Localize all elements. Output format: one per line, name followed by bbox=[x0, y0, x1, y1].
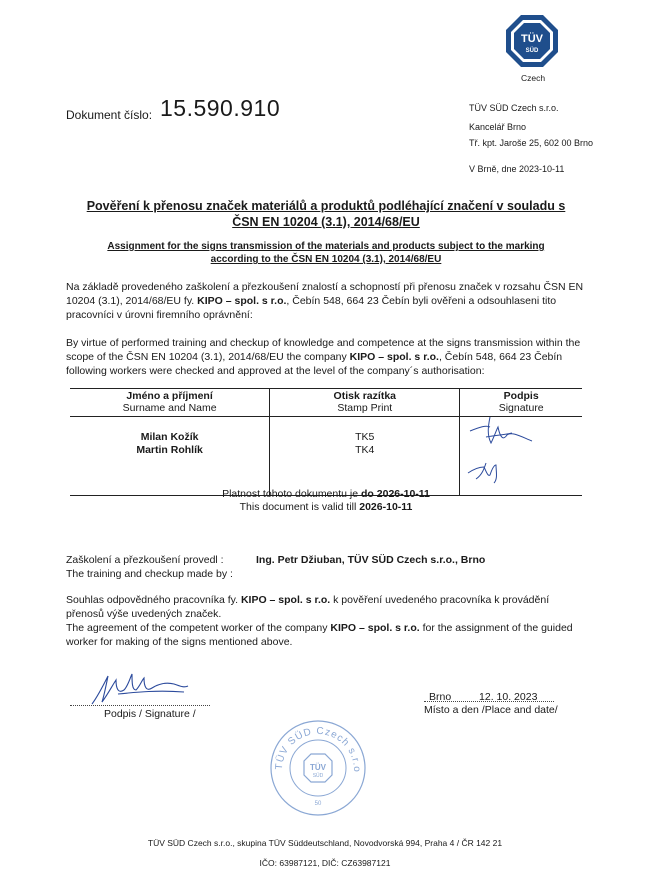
title-english bbox=[66, 240, 586, 266]
header-signature-en: Signature bbox=[498, 402, 544, 414]
workers-table bbox=[70, 388, 582, 496]
issue-date: V Brně, dne 2023-10-11 bbox=[469, 164, 565, 174]
intro-english-company: KIPO – spol. s r.o. bbox=[349, 351, 439, 363]
trainer-label-english: The training and checkup made by : bbox=[66, 568, 233, 580]
consent-czech-text-end: k pověření uvedeného pracovníka k provádění přenosů výše uvedených značek. bbox=[66, 594, 550, 620]
consent-english-company: KIPO – spol. s r.o. bbox=[330, 622, 420, 634]
stamp-ring-text: TÜV SÜD Czech s.r.o bbox=[273, 725, 363, 773]
header-stamp bbox=[270, 389, 460, 417]
intro-czech bbox=[66, 280, 586, 322]
trainer-label-czech: Zaškolení a přezkoušení provedl : bbox=[66, 554, 224, 566]
stamp-sub: SÜD bbox=[312, 773, 324, 779]
tuv-sud-logo bbox=[505, 14, 559, 68]
signature-line bbox=[70, 705, 210, 706]
validity-czech-date: do 2026-10-11 bbox=[361, 488, 430, 500]
header-signature-cz: Podpis bbox=[503, 390, 539, 402]
worker-stamps bbox=[270, 417, 460, 496]
consent-english-text: The agreement of the competent worker of the company bbox=[66, 622, 331, 634]
consent-english bbox=[66, 621, 586, 649]
place-city: Brno bbox=[429, 691, 452, 703]
stamp-mark: TÜV bbox=[310, 763, 326, 772]
company-round-stamp bbox=[268, 718, 368, 823]
intro-english-text: By virtue of performed training and checkup of knowledge and competence at the signs transmission within the scope of the ČSN EN 10204 (3.1), 2014/68/EU the company bbox=[66, 337, 581, 363]
title-czech-line2: ČSN EN 10204 (3.1), 2014/68/EU bbox=[232, 215, 420, 229]
header-name bbox=[70, 389, 270, 417]
validity-english-text: This document is valid till bbox=[239, 501, 360, 513]
consent-english-text-end: for the assignment of the guided worker for making of the signs mentioned above. bbox=[66, 622, 573, 648]
worker-signatures bbox=[460, 417, 582, 496]
place-date-line bbox=[424, 701, 554, 702]
header-name-en: Surname and Name bbox=[122, 402, 217, 414]
issuer-company: TÜV SÜD Czech s.r.o. bbox=[469, 103, 559, 113]
stamp-number: 50 bbox=[314, 801, 322, 807]
title-czech-line1: Pověření k přenosu značek materiálů a produktů podléhající značení v souladu s bbox=[86, 199, 566, 213]
consent-czech-text: Souhlas odpovědného pracovníka fy. bbox=[66, 594, 241, 606]
intro-czech-text-end: , Čebín 548, 664 23 Čebín byli ověřeni a odsouhlaseni tito pracovníci v úrovni firemního oprávnění: bbox=[66, 295, 557, 321]
worker-name: Martin Rohlík bbox=[136, 444, 203, 456]
worker-stamp: TK5 bbox=[355, 431, 375, 443]
title-czech bbox=[66, 198, 586, 230]
logo-sub: SÜD bbox=[525, 48, 539, 54]
consent-czech bbox=[66, 593, 586, 621]
header-stamp-en: Stamp Print bbox=[337, 402, 393, 414]
validity-english-date: 2026-10-11 bbox=[359, 501, 413, 513]
trainer-name: Ing. Petr Džiuban, TÜV SÜD Czech s.r.o., Brno bbox=[256, 554, 486, 566]
worker-name: Milan Kožík bbox=[140, 431, 199, 443]
title-english-line2: according to the ČSN EN 10204 (3.1), 2014/68/EU bbox=[210, 254, 442, 265]
intro-english bbox=[66, 336, 586, 378]
responsible-signature bbox=[88, 668, 198, 713]
validity-czech bbox=[66, 488, 586, 501]
worker-stamp: TK4 bbox=[355, 444, 375, 456]
signature-label: Podpis / Signature / bbox=[104, 708, 196, 720]
logo-caption: Czech bbox=[520, 73, 546, 83]
intro-czech-company: KIPO – spol. s r.o. bbox=[197, 295, 287, 307]
footer-ids: IČO: 63987121, DIČ: CZ63987121 bbox=[259, 858, 391, 868]
issuer-office: Kancelář Brno bbox=[469, 122, 527, 132]
worker-names bbox=[70, 417, 270, 496]
worker-signature-scribbles bbox=[460, 413, 580, 489]
document-number-label: Dokument číslo: bbox=[66, 108, 153, 122]
validity-czech-text: Platnost tohoto dokumentu je bbox=[222, 488, 362, 500]
document-number: 15.590.910 bbox=[160, 95, 281, 121]
issuer-street: Tř. kpt. Jaroše 25, 602 00 Brno bbox=[469, 138, 594, 148]
header-stamp-cz: Otisk razítka bbox=[333, 390, 396, 402]
table-row bbox=[70, 417, 582, 496]
header-name-cz: Jméno a příjmení bbox=[126, 390, 213, 402]
title-english-line1: Assignment for the signs transmission of the materials and products subject to the marking bbox=[107, 241, 545, 252]
footer-address: TÜV SÜD Czech s.r.o., skupina TÜV Süddeutschland, Novodvorská 994, Praha 4 / ČR 142 21 bbox=[147, 838, 503, 848]
intro-czech-text: Na základě provedeného zaškolení a přezkoušení znalostí a schopností při přenosu značek v rozsahu ČSN EN 10204 (3.1), 2014/68/EU fy. bbox=[66, 281, 584, 307]
intro-english-text-end: , Čebín 548, 664 23 Čebín following workers were checked and approved at the level of the company´s authorisation: bbox=[66, 351, 563, 377]
logo-mark: TÜV bbox=[521, 33, 543, 45]
place-date: 12. 10. 2023 bbox=[479, 691, 538, 703]
consent-czech-company: KIPO – spol. s r.o. bbox=[240, 594, 331, 606]
validity-english bbox=[66, 501, 586, 514]
place-date-label: Místo a den /Place and date/ bbox=[424, 704, 558, 716]
